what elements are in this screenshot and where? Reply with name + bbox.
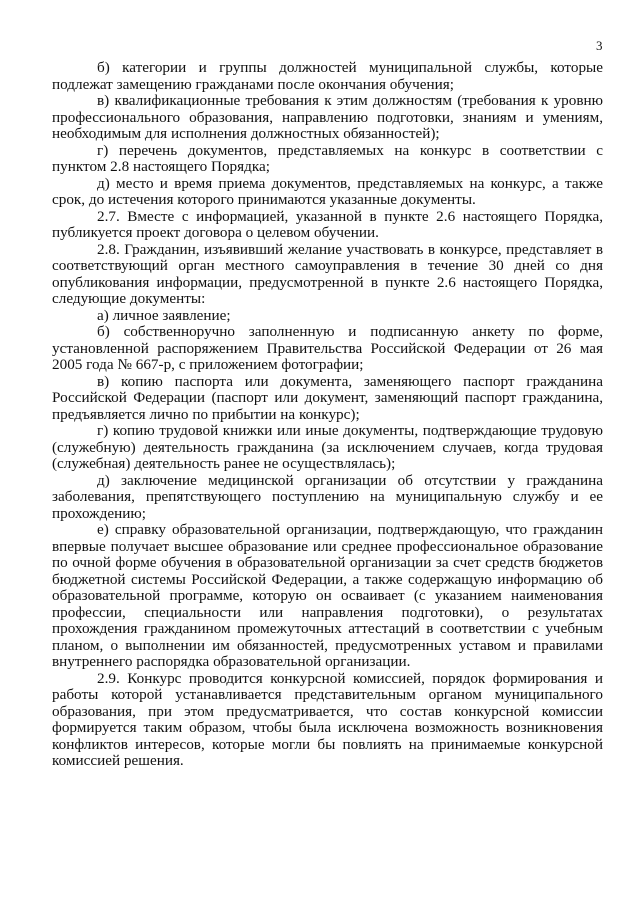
paragraph-2-7: 2.7. Вместе с информацией, указанной в пункте 2.6 настоящего Порядка, публикуется проект договора о целевом обучении. bbox=[52, 207, 603, 241]
paragraph-b-categories: б) категории и группы должностей муниципальной службы, которые подлежат замещению гражданами после окончания обучения; bbox=[52, 59, 603, 93]
paragraph-b-form: б) собственноручно заполненную и подписанную анкету по форме, установленной распоряжением Правительства Российской Федерации от 26 мая 2005 года № 667-р, с приложением фотографии; bbox=[52, 323, 603, 373]
paragraph-a-application: а) личное заявление; bbox=[97, 306, 231, 324]
paragraph-g-work-record: г) копию трудовой книжки или иные документы, подтверждающие трудовую (служебную) деятельность гражданина (за исключением случаев, когда трудовая (служебная) деятельность ранее не осуществлялась); bbox=[52, 422, 603, 472]
paragraph-d-medical: д) заключение медицинской организации об отсутствии у гражданина заболевания, препятствующего поступлению на муниципальную службу и ее прохождению; bbox=[52, 471, 603, 522]
paragraph-e-certificate: е) справку образовательной организации, подтверждающую, что гражданин впервые получает высшее образование или среднее профессиональное образование по очной форме обучения в образовательной организации за счет средств бюджетов бюджетной системы Российской Федерации, а также содержащую информацию об образовательной программе, которую он осваивает (с указанием наименования профессии, специальности или направления подготовки), о результатах прохождения гражданином промежуточных аттестаций в соответствии с учебным планом, о выполнении им обязанностей, предусмотренных уставом и правилами внутреннего распорядка образовательной организации. bbox=[52, 521, 603, 670]
paragraph-2-8: 2.8. Гражданин, изъявивший желание участвовать в конкурсе, представляет в соответствующий орган местного самоуправления в течение 30 дней со дня опубликования информации, предусмотренной в пункте 2.6 настоящего Порядка, следующие документы: bbox=[52, 240, 603, 307]
paragraph-g-documents-list: г) перечень документов, представляемых на конкурс в соответствии с пунктом 2.8 настоящего Порядка; bbox=[52, 141, 603, 175]
paragraph-2-9: 2.9. Конкурс проводится конкурсной комиссией, порядок формирования и работы которой устанавливается представительным органом муниципального образования, при этом предусматривается, что состав конкурсной комиссии формируется таким образом, чтобы была исключена возможность возникновения конфликтов интересов, которые могли бы повлиять на принимаемые конкурсной комиссией решения. bbox=[52, 669, 603, 769]
document-body bbox=[52, 60, 603, 770]
paragraph-v-qualification: в) квалификационные требования к этим должностям (требования к уровню профессионального образования, направлению подготовки, знаниям и умениям, необходимым для исполнения должностных обязанностей); bbox=[52, 92, 603, 142]
page-number: 3 bbox=[596, 38, 603, 53]
paragraph-d-place-time: д) место и время приема документов, представляемых на конкурс, а также срок, до истечения которого принимаются указанные документы. bbox=[52, 174, 603, 208]
paragraph-v-passport: в) копию паспорта или документа, заменяющего паспорт гражданина Российской Федерации (паспорт или документ, заменяющий паспорт гражданина, предъявляется лично по прибытии на конкурс); bbox=[52, 372, 603, 423]
